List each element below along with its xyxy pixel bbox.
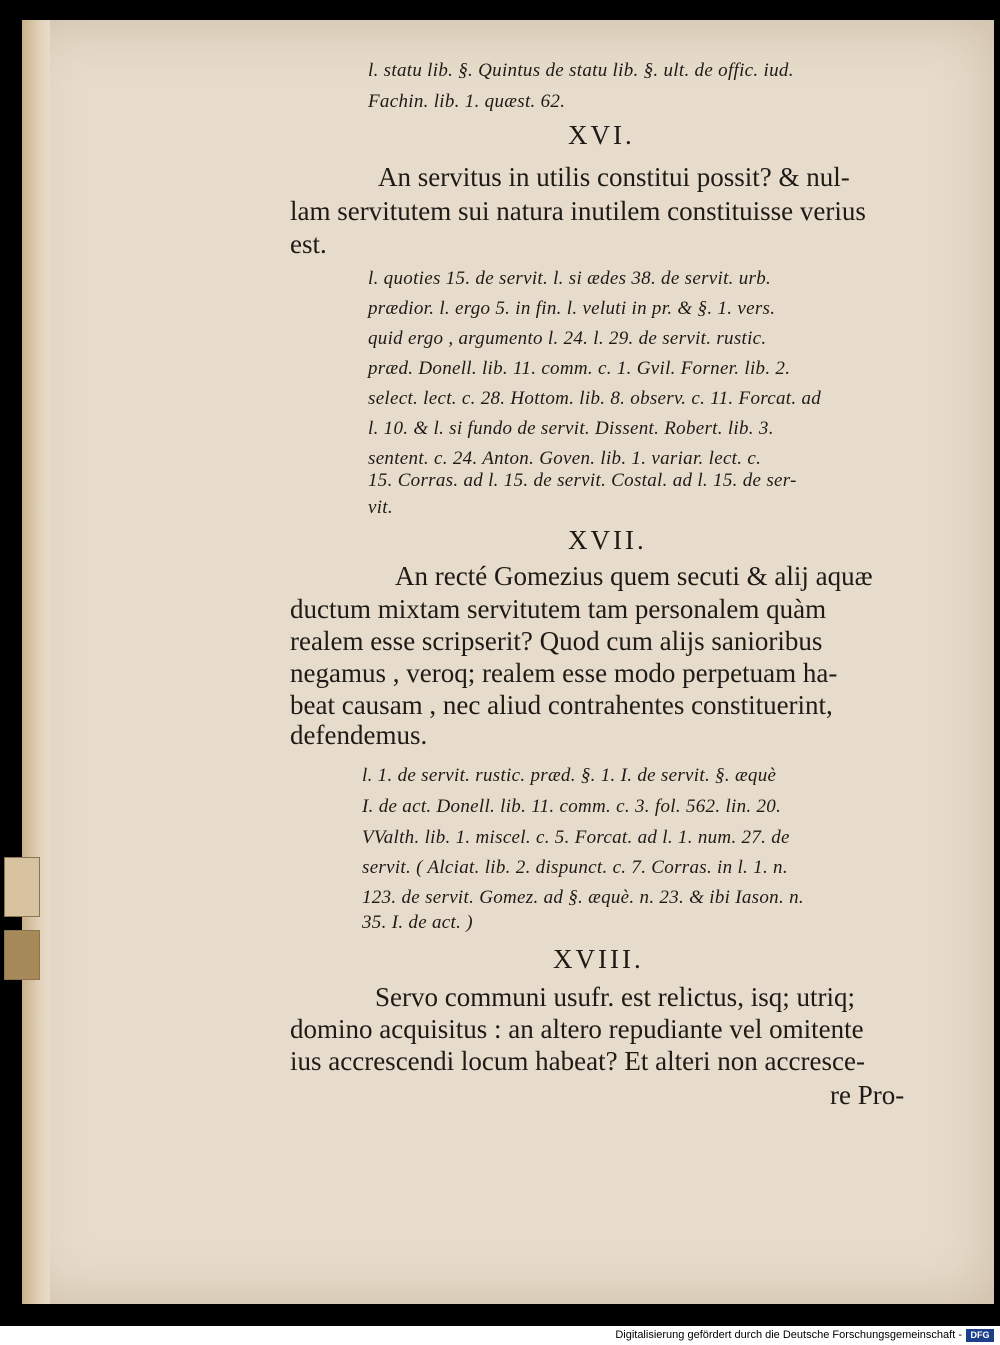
- heading-xvii: XVII.: [568, 525, 647, 555]
- xvi-ref-line-8: 15. Corras. ad l. 15. de servit. Costal. ad l. 15. de ser-: [368, 470, 797, 491]
- xvii-ref-line-6: 35. I. de act. ): [362, 912, 473, 933]
- xvii-body-line-5: beat causam , nec aliud contrahentes constituerint,: [290, 690, 833, 720]
- dfg-logo: DFG: [966, 1329, 994, 1342]
- page-gutter: [22, 20, 50, 1304]
- paper-tab-upper: [4, 857, 40, 917]
- footer-credit: Digitalisierung gefördert durch die Deutsche Forschungsgemeinschaft -: [615, 1329, 962, 1341]
- xvi-ref-line-9: vit.: [368, 497, 393, 518]
- xvi-body-line-2: lam servitutem sui natura inutilem constituisse verius: [290, 196, 866, 226]
- xvi-ref-line-5: select. lect. c. 28. Hottom. lib. 8. observ. c. 11. Forcat. ad: [368, 388, 822, 409]
- xvi-ref-line-1: l. quoties 15. de servit. l. si ædes 38. de servit. urb.: [368, 268, 772, 289]
- xvi-body-line-1: An servitus in utilis constitui possit? & nul-: [378, 162, 850, 192]
- xvii-body-line-3: realem esse scripserit? Quod cum alijs sanioribus: [290, 626, 823, 656]
- xvii-body-line-6: defendemus.: [290, 720, 428, 750]
- xviii-body-line-1: Servo communi usufr. est relictus, isq; utriq;: [375, 982, 855, 1012]
- xvi-top-ref-line-1: l. statu lib. §. Quintus de statu lib. §. ult. de offic. iud.: [368, 60, 794, 81]
- xvi-body-line-3: est.: [290, 229, 327, 259]
- xvii-body-line-2: ductum mixtam servitutem tam personalem quàm: [290, 594, 827, 624]
- xvi-ref-line-3: quid ergo , argumento l. 24. l. 29. de servit. rustic.: [368, 328, 767, 349]
- xvii-ref-line-2: I. de act. Donell. lib. 11. comm. c. 3. fol. 562. lin. 20.: [362, 796, 782, 817]
- xvi-ref-line-2: prædior. l. ergo 5. in fin. l. veluti in pr. & §. 1. vers.: [368, 298, 776, 319]
- xviii-body-line-2: domino acquisitus : an altero repudiante vel omitente: [290, 1014, 864, 1044]
- heading-xvi: XVI.: [568, 120, 635, 150]
- xvii-body-line-4: negamus , veroq; realem esse modo perpetuam ha-: [290, 658, 838, 688]
- xvi-ref-line-7: sentent. c. 24. Anton. Goven. lib. 1. variar. lect. c.: [368, 448, 762, 469]
- xvii-ref-line-3: VValth. lib. 1. miscel. c. 5. Forcat. ad l. 1. num. 27. de: [362, 827, 790, 848]
- paper-tab-lower: [4, 930, 40, 980]
- footer-bar: [0, 1326, 1000, 1345]
- xvi-ref-line-4: præd. Donell. lib. 11. comm. c. 1. Gvil. Forner. lib. 2.: [368, 358, 791, 379]
- xvi-top-ref-line-2: Fachin. lib. 1. quæst. 62.: [368, 91, 566, 112]
- heading-xviii: XVIII.: [553, 944, 644, 974]
- xvii-ref-line-4: servit. ( Alciat. lib. 2. dispunct. c. 7. Corras. in l. 1. n.: [362, 857, 788, 878]
- xvii-ref-line-1: l. 1. de servit. rustic. præd. §. 1. I. de servit. §. æquè: [362, 765, 777, 786]
- xvi-ref-line-6: l. 10. & l. si fundo de servit. Dissent. Robert. lib. 3.: [368, 418, 774, 439]
- xviii-body-line-3: ius accrescendi locum habeat? Et alteri non accresce-: [290, 1046, 865, 1076]
- xvii-ref-line-5: 123. de servit. Gomez. ad §. æquè. n. 23. & ibi Iason. n.: [362, 887, 804, 908]
- xvii-body-line-1: An recté Gomezius quem secuti & alij aquæ: [395, 561, 873, 591]
- catchword: re Pro-: [830, 1080, 905, 1110]
